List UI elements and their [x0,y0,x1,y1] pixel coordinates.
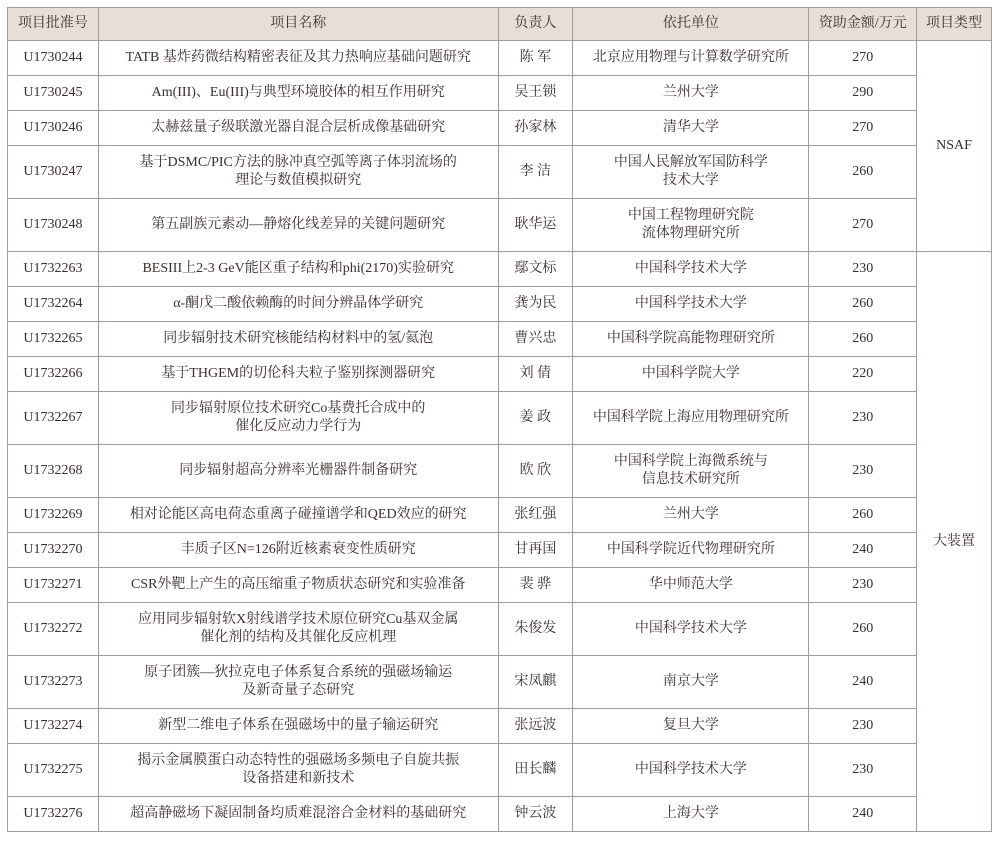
cell-amount: 260 [809,287,917,322]
table-body [8,41,992,832]
cell-id: U1732272 [8,603,99,656]
cell-unit: 南京大学 [573,656,809,709]
project-table [7,7,992,832]
header-type: 项目类型 [917,8,992,41]
cell-name: 同步辐射技术研究核能结构材料中的氢/氦泡 [98,322,498,357]
cell-id: U1730247 [8,146,99,199]
cell-amount: 230 [809,568,917,603]
table-row [8,656,992,709]
cell-unit: 中国科学技术大学 [573,287,809,322]
cell-unit: 兰州大学 [573,498,809,533]
cell-unit: 中国科学院上海应用物理研究所 [573,392,809,445]
cell-name: 同步辐射原位技术研究Co基费托合成中的 催化反应动力学行为 [98,392,498,445]
table-row [8,357,992,392]
cell-id: U1732274 [8,709,99,744]
cell-amount: 240 [809,797,917,832]
header-pi: 负责人 [498,8,573,41]
cell-unit: 中国科学院高能物理研究所 [573,322,809,357]
table-row [8,322,992,357]
cell-pi: 张红强 [498,498,573,533]
cell-amount: 270 [809,41,917,76]
cell-id: U1732270 [8,533,99,568]
table-row [8,797,992,832]
cell-unit: 中国人民解放军国防科学 技术大学 [573,146,809,199]
cell-name: TATB 基炸药微结构精密表征及其力热响应基础问题研究 [98,41,498,76]
cell-unit: 中国科学技术大学 [573,744,809,797]
cell-pi: 宋凤麒 [498,656,573,709]
cell-pi: 陈 军 [498,41,573,76]
cell-amount: 260 [809,498,917,533]
cell-amount: 260 [809,322,917,357]
cell-name: CSR外靶上产生的高压缩重子物质状态研究和实验准备 [98,568,498,603]
cell-id: U1732268 [8,445,99,498]
cell-name: α-酮戊二酸依赖酶的时间分辨晶体学研究 [98,287,498,322]
header-name: 项目名称 [98,8,498,41]
table-row [8,76,992,111]
cell-unit: 中国科学院近代物理研究所 [573,533,809,568]
cell-amount: 230 [809,744,917,797]
header-amount: 资助金额/万元 [809,8,917,41]
table-row [8,111,992,146]
cell-pi: 姜 政 [498,392,573,445]
cell-pi: 裴 骅 [498,568,573,603]
cell-id: U1730245 [8,76,99,111]
cell-id: U1732276 [8,797,99,832]
cell-amount: 270 [809,111,917,146]
cell-unit: 清华大学 [573,111,809,146]
cell-id: U1732271 [8,568,99,603]
cell-pi: 耿华运 [498,199,573,252]
table-row [8,252,992,287]
cell-amount: 260 [809,146,917,199]
cell-id: U1732269 [8,498,99,533]
cell-pi: 曹兴忠 [498,322,573,357]
cell-pi: 吴王锁 [498,76,573,111]
cell-amount: 260 [809,603,917,656]
cell-id: U1732264 [8,287,99,322]
cell-pi: 钟云波 [498,797,573,832]
cell-unit: 中国科学技术大学 [573,252,809,287]
cell-unit: 复旦大学 [573,709,809,744]
cell-amount: 240 [809,656,917,709]
table-row [8,533,992,568]
cell-amount: 230 [809,252,917,287]
cell-name: 揭示金属膜蛋白动态特性的强磁场多频电子自旋共振 设备搭建和新技术 [98,744,498,797]
cell-pi: 田长麟 [498,744,573,797]
cell-id: U1732266 [8,357,99,392]
cell-unit: 上海大学 [573,797,809,832]
cell-pi: 欧 欣 [498,445,573,498]
cell-unit: 华中师范大学 [573,568,809,603]
cell-pi: 鄢文标 [498,252,573,287]
cell-id: U1730244 [8,41,99,76]
cell-name: 超高静磁场下凝固制备均质难混溶合金材料的基础研究 [98,797,498,832]
cell-name: Am(III)、Eu(III)与典型环境胶体的相互作用研究 [98,76,498,111]
cell-amount: 230 [809,392,917,445]
cell-name: 同步辐射超高分辨率光栅器件制备研究 [98,445,498,498]
table-row [8,498,992,533]
cell-id: U1732265 [8,322,99,357]
cell-name: 基于DSMC/PIC方法的脉冲真空弧等离子体羽流场的 理论与数值模拟研究 [98,146,498,199]
cell-unit: 中国科学院上海微系统与 信息技术研究所 [573,445,809,498]
cell-pi: 孙家林 [498,111,573,146]
table-row [8,199,992,252]
cell-name: 丰质子区N=126附近核素衰变性质研究 [98,533,498,568]
cell-unit: 北京应用物理与计算数学研究所 [573,41,809,76]
cell-amount: 230 [809,445,917,498]
cell-unit: 中国科学技术大学 [573,603,809,656]
table-row [8,146,992,199]
table-row [8,392,992,445]
cell-id: U1730246 [8,111,99,146]
header-unit: 依托单位 [573,8,809,41]
cell-amount: 240 [809,533,917,568]
table-row [8,445,992,498]
cell-id: U1732267 [8,392,99,445]
cell-pi: 龚为民 [498,287,573,322]
cell-name: 相对论能区高电荷态重离子碰撞谱学和QED效应的研究 [98,498,498,533]
table-row [8,287,992,322]
cell-name: 新型二维电子体系在强磁场中的量子输运研究 [98,709,498,744]
cell-unit: 兰州大学 [573,76,809,111]
table-row [8,709,992,744]
cell-type: 大装置 [917,252,992,832]
table-row [8,568,992,603]
cell-name: 原子团簇—狄拉克电子体系复合系统的强磁场输运 及新奇量子态研究 [98,656,498,709]
cell-name: BESIII上2-3 GeV能区重子结构和phi(2170)实验研究 [98,252,498,287]
cell-name: 基于THGEM的切伦科夫粒子鉴别探测器研究 [98,357,498,392]
cell-amount: 230 [809,709,917,744]
table-row [8,41,992,76]
table-row [8,603,992,656]
cell-id: U1732263 [8,252,99,287]
cell-pi: 李 洁 [498,146,573,199]
cell-name: 应用同步辐射软X射线谱学技术原位研究Cu基双金属 催化剂的结构及其催化反应机理 [98,603,498,656]
header-id: 项目批准号 [8,8,99,41]
cell-id: U1730248 [8,199,99,252]
cell-pi: 张远波 [498,709,573,744]
cell-id: U1732273 [8,656,99,709]
cell-pi: 朱俊发 [498,603,573,656]
cell-name: 第五副族元素动—静熔化线差异的关键问题研究 [98,199,498,252]
table-row [8,744,992,797]
cell-unit: 中国科学院大学 [573,357,809,392]
table-container [7,7,992,832]
cell-amount: 290 [809,76,917,111]
cell-name: 太赫兹量子级联激光器自混合层析成像基础研究 [98,111,498,146]
cell-id: U1732275 [8,744,99,797]
cell-amount: 220 [809,357,917,392]
cell-pi: 甘再国 [498,533,573,568]
cell-unit: 中国工程物理研究院 流体物理研究所 [573,199,809,252]
header-row [8,8,992,41]
cell-type: NSAF [917,41,992,252]
cell-amount: 270 [809,199,917,252]
cell-pi: 刘 倩 [498,357,573,392]
